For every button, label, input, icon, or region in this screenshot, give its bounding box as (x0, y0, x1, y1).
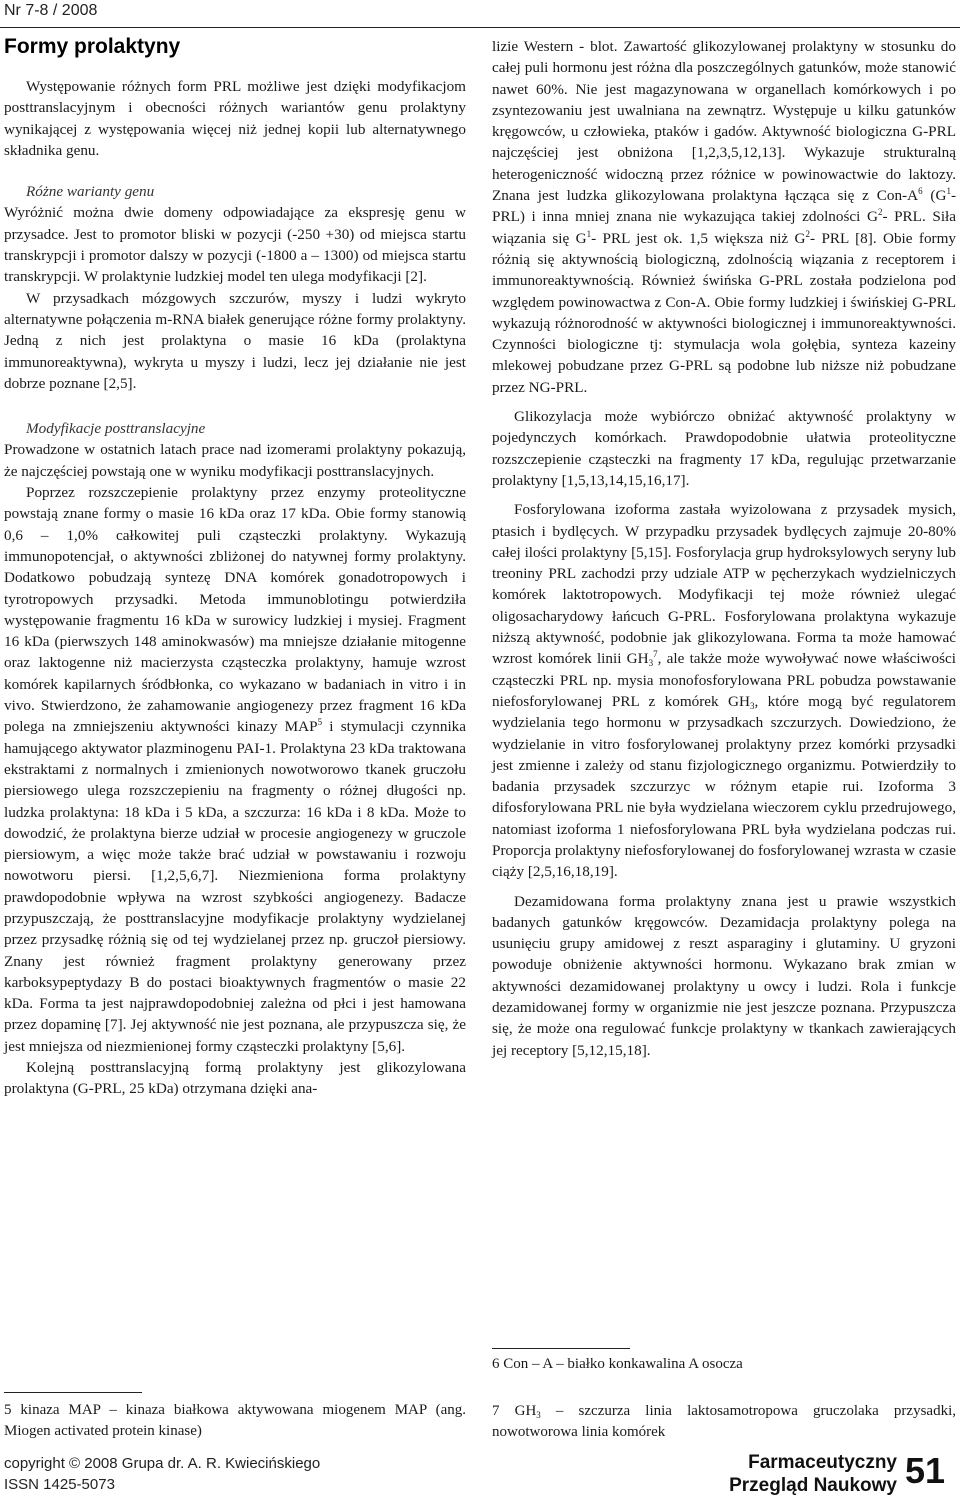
subscript: 3 (648, 658, 654, 669)
text-segment: , ale także może wywoływać nowe właściwości cząsteczki PRL np. mysia monofosforylowana PRL pobudza powstawanie niefosforylowanej PRL z komórek GH (492, 650, 956, 710)
superscript: 1 (946, 186, 951, 197)
text-segment: i stymulacji czynnika hamującego aktywator plazminogenu PAI-1. Prolaktyna 23 kDa traktowana ekstraktami z normalnych i zmienionych nowotworowo tkanek gruczołu piersiowego ulega rozszczepieniu na fragmenty o różnej długości np. ludzka prolaktyna: 18 kDa i 5 kDa, a szczurza: 16 kDa i 8 kDa. Może to dowodzić, że prolaktyna bierze udział w procesie angiogenezy w gruczole piersiowym, a więc może także brać udział w powstawaniu i rozwoju nowotworu piersi. [1,2,5,6,7]. Niezmieniona forma prolaktyny prawdopodobnie wpływa na wzrost szybkości angiogenezy. Badacze przypuszczają, że posttranslacyjne modyfikacje prolaktyny wydzielanej przez przysadkę różnią się od tej wydzielanej przez np. gruczoł piersiowy. Znany jest również fragment prolaktyny generowany przez karboksypeptydazy B do postaci bioaktywnych fragmentów o masie 22 kDa. Forma ta jest najprawdopodobniej zależna od płci i jest hamowana przez dopaminę [7]. Jej aktywność nie jest poznana, ale przypuszcza się, że jest mniejsza od niezmienionej formy cząsteczki prolaktyny [5,6]. (4, 718, 466, 1055)
footnote-rule (492, 1348, 630, 1349)
journal-name-line2: Przegląd Naukowy (729, 1475, 897, 1496)
superscript: 2 (805, 228, 811, 239)
paragraph-phosphorylated (492, 499, 956, 882)
text-segment: – szczurza linia laktosamotropowa gruczolaka przysadki, nowotworowa linia komórek (492, 1403, 956, 1440)
text-segment: - PRL) i inna mniej znana nie wykazująca takiej zdolności G (492, 187, 957, 226)
paragraph-promoters: Wyróżnić można dwie domeny odpowiadające za ekspresję genu w przysadce. Jest to promotor bliski w pozycji (-250 +30) od miejsca startu transkrypcji i promotor dalszy w pozycji (-1800 a – 1300) od miejsca startu transkrypcji. W prolaktynie ludzkiej model ten ulega modyfikacji [2]. (4, 204, 466, 286)
left-column (4, 34, 466, 1100)
journal-name-line1: Farmaceutyczny (748, 1452, 897, 1473)
footnote-6: 6 Con – A – białko konkawalina A osocza (492, 1356, 743, 1372)
paragraph-glycosylated-intro: Kolejną posttranslacyjną formą prolaktyny jest glikozylowana prolaktyna (G-PRL, 25 kDa) otrzymana dzięki ana- (4, 1059, 466, 1098)
section-heading-posttranslational: Modyfikacje posttranslacyjne (26, 420, 206, 438)
copyright-line: copyright © 2008 Grupa dr. A. R. Kwiecińskiego (4, 1455, 321, 1472)
paragraph-glycosylation: Glikozylacja może wybiórczo obniżać aktywność prolaktyny w pojedynczych komórkach. Prawdopodobnie ułatwia proteolityczne rozszczepienie cząsteczki na fragmenty 17 kDa, regulując przetwarzanie prolaktyny [1,5,13,14,15,16,17]. (492, 408, 956, 489)
issue-number: Nr 7-8 / 2008 (4, 2, 98, 19)
text-segment: Poprzez rozszczepienie prolaktyny przez enzymy proteolityczne powstają znane formy o masie 16 kDa oraz 17 kDa. Obie formy stanowią 0,6 – 1,0% całkowitej puli cząsteczki prolaktyny. Wykazują immunopotencjał, o aktywności zbliżonej do natywnej formy prolaktyny. Dodatkowo pobudzają syntezę DNA komórek gonadotropowych i tyrotropowych przysadki. Metoda immunoblotingu potwierdziła występowanie fragmentu 16 kDa w surowicy ludzkiej i mysiej. Fragment 16 kDa (pierwszych 148 aminokwasów) ma mniejsze działanie mitogenne oraz laktogenne niż macierzysta cząsteczka prolaktyny, hamuje wzrost komórek kapilarnych śródbłonka, co wykazano w badaniach in vitro i in vivo. Stwierdzono, że zahamowanie angiogenezy przez fragment 16 kDa polega na zmniejszeniu aktywności kinazy MAP (4, 484, 466, 736)
text-segment: - PRL jest ok. 1,5 większa niż G (591, 229, 806, 247)
text-segment: (G (922, 187, 947, 205)
superscript: 2 (877, 207, 883, 218)
issn-line: ISSN 1425-5073 (4, 1476, 115, 1493)
text-segment: - PRL. Siła wiązania się G (492, 208, 956, 247)
paragraph-alternative-mrna: W przysadkach mózgowych szczurów, myszy i ludzi wykryto alternatywne połączenia m-RNA białek generujące różne formy prolaktyny. Jedną z nich jest prolaktyna o masie 16 kDa (prolaktyna immunoreaktywna), wykryta u myszy i ludzi, lecz jej działanie nie jest dobrze poznane [2,5]. (4, 289, 466, 392)
paragraph-deamidated: Dezamidowana forma prolaktyny znana jest u prawie wszystkich badanych gatunków kręgowców. Dezamidacja prolaktyny polega na usunięciu grupy amidowej z reszt asparaginy i glutaminy. U gryzoni powoduje obniżenie aktywności hormonu. Wykazano brak zmian w aktywności dezamidowanej prolaktyny u owcy i ludzi. Rola i funkcje dezamidowanej formy w organizmie nie jest jeszcze poznana. Przypuszcza się, że może ona regulować funkcje prolaktyny w tkankach zawierających jej receptory [5,12,15,18]. (492, 892, 956, 1059)
header-rule (0, 27, 960, 28)
superscript: 1 (586, 228, 592, 239)
text-segment: - PRL [8]. Obie formy różnią się aktywnością biologiczną, zdolnością wiązania z receptorem i immunoreaktywnością. Również świńska G-PRL została podzielona pod względem powinowactwa z Con-A. Obie formy ludzkiej i świńskiej G-PRL wykazują różnorodność w aktywności biologicznej i immunoreaktywności. Czynności biologiczne tj: stymulacja wola gołębia, synteza kazeiny mlekowej pobudzane przez G-PRL są podobne lub niższe niż pobudzane przez NG-PRL. (492, 229, 956, 396)
subscript: 3 (749, 700, 755, 711)
article-title: Formy prolaktyny (4, 35, 181, 58)
paragraph-isomers: Prowadzone w ostatnich latach prace nad izomerami prolaktyny pokazują, że najczęściej powstają one w wyniku modyfikacji posttranslacyjnych. (4, 441, 466, 480)
text-segment: lizie Western - blot. Zawartość glikozylowanej prolaktyny w stosunku do całej puli hormonu jest różna dla poszczególnych gatunków, może stanowić nawet 60%. Nie jest magazynowana w organellach komórkowych i po zsyntezowaniu jest uwalniana na zewnątrz. Występuje u kilku gatunków kręgowców, u człowieka, ptaków i gadów. Aktywność biologiczna G-PRL najczęściej jest obniżona [1,2,3,5,12,13]. Wykazuje strukturalną heterogeniczność widoczną przez różnice w powinowactwie do laktozy. Znana jest ludzka glikozylowana prolaktyna łącząca się z Con-A (492, 38, 956, 205)
subscript: 3 (536, 1410, 541, 1420)
footnote-7 (492, 1401, 956, 1443)
footnote-5: 5 kinaza MAP – kinaza białkowa aktywowana miogenem MAP (ang. Miogen activated protein kinase) (4, 1402, 466, 1439)
footnote-ref-5: 5 (317, 717, 323, 728)
right-column (492, 36, 956, 1061)
intro-paragraph: Występowanie różnych form PRL możliwe jest dzięki modyfikacjom posttranslacyjnym i obecności różnych wariantów genu prolaktyny wynikającej z występowania więcej niż jednej kopii lub alternatywnego składnika genu. (4, 78, 466, 159)
text-segment: , które mogą być regulatorem wydzielania tego hormonu w przysadkach szczurzych. Dowiedziono, że wydzielanie in vitro fosforylowanej prolaktyny przez komórki przysadki jest zmienne i zależy od stanu fizjologicznego organizmu. Potwierdziły to badania przysadek szczurzyc w różnym etapie rui. Izoforma 3 difosforylowana PRL nie była wydzielana wieczorem cyklu przedrujowego, natomiast izoforma 1 niefosforylowana PRL była wydzielana podczas rui. Proporcja prolaktyny niefosforylowanej do fosforylowanej wzrasta w czasie ciąży [2,5,16,18,19]. (492, 692, 956, 881)
paragraph-glycosylated (492, 36, 956, 398)
footnote-ref-7: 7 (653, 649, 658, 660)
footnote-rule (4, 1392, 142, 1393)
text-segment: Fosforylowana izoforma zastała wyizolowana z przysadek mysich, ptasich i bydlęcych. W przypadku przysadek bydlęcych zajmuje 20-80% całej ilości prolaktyny [5,15]. Fosforylacja grup hydroksylowych seryny lub treoniny PRL zachodzi przy udziale ATP w pęcherzykach wydzielniczych komórek laktotropowych. Modyfikacji tej może również ulegać oligosacharydowy łańcuch G-PRL. Fosforylowana prolaktyna wykazuje niższą aktywność, podobnie jak glikozylowana. Forma ta może hamować wzrost komórek linii GH (492, 501, 956, 668)
text-segment: 7 GH (492, 1403, 537, 1419)
copyright-block (4, 1453, 320, 1495)
journal-name (705, 1451, 897, 1497)
page-number: 51 (905, 1450, 946, 1491)
section-heading-gene-variants: Różne warianty genu (26, 183, 155, 201)
footnote-ref-6: 6 (918, 186, 923, 197)
paragraph-proteolytic-forms (4, 482, 466, 1057)
